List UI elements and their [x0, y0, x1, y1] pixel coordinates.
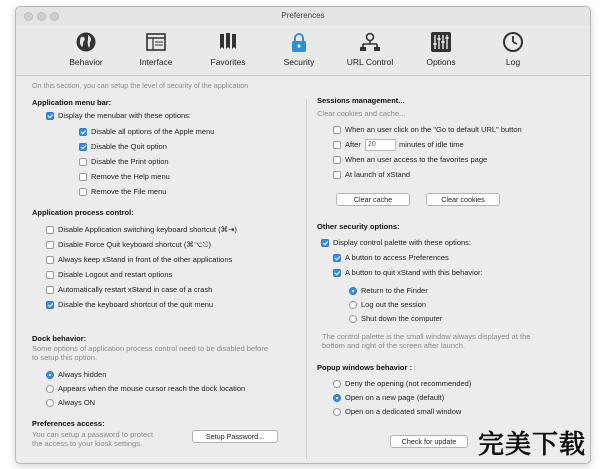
tab-url-control[interactable]	[339, 31, 401, 67]
title-bar	[16, 7, 590, 25]
clear-on-favorites-label: When an user access to the favorites page	[345, 155, 488, 164]
tab-label: Options	[426, 57, 456, 67]
section-title-preferences-access: Preferences access:	[32, 419, 105, 428]
dock-appears-radio[interactable]	[46, 385, 54, 393]
check-for-update-button[interactable]: Check for update	[390, 435, 468, 448]
quit-shortcut-checkbox[interactable]	[46, 301, 54, 309]
open-small-window-label: Open on a dedicated small window	[345, 407, 462, 416]
idle-minutes-suffix: minutes of idle time	[399, 140, 464, 149]
quit-shortcut-label: Disable the keyboard shortcut of the quit menu	[58, 300, 214, 309]
shut-down-radio[interactable]	[349, 315, 357, 323]
bookmarks-icon	[217, 31, 239, 53]
tab-interface[interactable]	[125, 31, 187, 67]
display-menubar-label: Display the menubar with these options:	[58, 111, 191, 120]
quit-option-label: Disable the Quit option	[91, 142, 167, 151]
display-menubar-checkbox[interactable]	[46, 112, 54, 120]
tab-favorites[interactable]	[197, 31, 259, 67]
access-prefs-button-checkbox[interactable]	[333, 254, 341, 262]
force-quit-checkbox[interactable]	[46, 241, 54, 249]
return-finder-label: Return to the Finder	[361, 286, 428, 295]
display-palette-checkbox[interactable]	[321, 239, 329, 247]
tab-label: Security	[283, 57, 315, 67]
window-title: Preferences	[281, 11, 325, 20]
open-small-window-radio[interactable]	[333, 408, 341, 416]
pref-access-note-line1: You can setup a password to protect	[32, 430, 154, 439]
clear-on-default-url-label: When an user click on the "Go to default URL" button	[345, 125, 522, 134]
tab-behavior[interactable]	[55, 31, 117, 67]
preferences-window	[15, 6, 591, 464]
lock-icon	[288, 31, 310, 53]
tab-options[interactable]	[410, 31, 472, 67]
print-option-label: Disable the Print option	[91, 157, 169, 166]
tab-label: Behavior	[69, 57, 103, 67]
section-title-other-security: Other security options:	[317, 222, 400, 231]
palette-note-line1: The control palette is the small window always displayed at the	[322, 332, 531, 341]
return-finder-radio[interactable]	[349, 287, 357, 295]
deny-opening-radio[interactable]	[333, 380, 341, 388]
keep-front-checkbox[interactable]	[46, 256, 54, 264]
help-menu-label: Remove the Help menu	[91, 172, 170, 181]
pref-access-note-line2: the access to your kiosk settings.	[32, 439, 143, 448]
tab-label: Favorites	[210, 57, 246, 67]
quit-button-label: A button to quit xStand with this behavior:	[345, 268, 483, 277]
log-out-radio[interactable]	[349, 301, 357, 309]
auto-restart-checkbox[interactable]	[46, 286, 54, 294]
dock-always-on-radio[interactable]	[46, 399, 54, 407]
print-option-checkbox[interactable]	[79, 158, 87, 166]
app-switch-checkbox[interactable]	[46, 226, 54, 234]
display-palette-label: Display control palette with these options:	[333, 238, 471, 247]
clear-after-idle-label: After	[345, 140, 361, 149]
dock-note-line2: to setup this option.	[32, 353, 98, 362]
column-divider	[306, 99, 307, 459]
clear-at-launch-label: At launch of xStand	[345, 170, 411, 179]
globe-icon	[75, 31, 97, 53]
force-quit-label: Disable Force Quit keyboard shortcut (⌘⌥⎋)	[58, 240, 211, 249]
logout-restart-label: Disable Logout and restart options	[58, 270, 173, 279]
clear-on-favorites-checkbox[interactable]	[333, 156, 341, 164]
network-icon	[359, 31, 381, 53]
tab-security[interactable]	[268, 31, 330, 67]
interface-icon	[145, 31, 167, 53]
app-switch-label: Disable Application switching keyboard shortcut (⌘⇥)	[58, 225, 237, 234]
idle-minutes-field[interactable]: 20	[365, 139, 396, 151]
section-title-process-control: Application process control:	[32, 208, 134, 217]
tab-label: Log	[505, 57, 521, 67]
clear-at-launch-checkbox[interactable]	[333, 171, 341, 179]
log-out-label: Log out the session	[361, 300, 427, 309]
section-title-popup: Popup windows behavior :	[317, 363, 413, 372]
section-title-app-menu: Application menu bar:	[32, 98, 112, 107]
clear-cache-button[interactable]: Clear cache	[336, 193, 410, 206]
open-new-page-label: Open on a new page (default)	[345, 393, 445, 402]
watermark-text: 完美下载	[477, 430, 586, 460]
setup-password-button[interactable]: Setup Password...	[192, 430, 278, 443]
preferences-toolbar	[16, 25, 590, 76]
logout-restart-checkbox[interactable]	[46, 271, 54, 279]
apple-menu-label: Disable all options of the Apple menu	[91, 127, 215, 136]
clock-icon	[502, 31, 524, 53]
file-menu-checkbox[interactable]	[79, 188, 87, 196]
access-prefs-button-label: A button to access Preferences	[345, 253, 449, 262]
open-new-page-radio[interactable]	[333, 394, 341, 402]
clear-on-default-url-checkbox[interactable]	[333, 126, 341, 134]
clear-after-idle-checkbox[interactable]	[333, 141, 341, 149]
file-menu-label: Remove the File menu	[91, 187, 167, 196]
clear-cookies-button[interactable]: Clear cookies	[426, 193, 500, 206]
shut-down-label: Shut down the computer	[361, 314, 443, 323]
quit-option-checkbox[interactable]	[79, 143, 87, 151]
help-menu-checkbox[interactable]	[79, 173, 87, 181]
intro-text: On this section, you can setup the level of security of the application	[32, 81, 249, 90]
sessions-subtitle: Clear cookies and cache...	[317, 109, 406, 118]
sliders-icon	[430, 31, 452, 53]
dock-always-hidden-radio[interactable]	[46, 371, 54, 379]
keep-front-label: Always keep xStand in front of the other applications	[58, 255, 233, 264]
dock-appears-label: Appears when the mouse cursor reach the dock location	[58, 384, 246, 393]
tab-label: Interface	[139, 57, 173, 67]
dock-note-line1: Some options of application process control need to be disabled before	[32, 344, 268, 353]
dock-always-on-label: Always ON	[58, 398, 96, 407]
palette-note-line2: bottom and right of the screen after launch.	[322, 341, 466, 350]
quit-button-checkbox[interactable]	[333, 269, 341, 277]
tab-log[interactable]	[482, 31, 544, 67]
section-title-sessions: Sessions management...	[317, 96, 405, 105]
apple-menu-checkbox[interactable]	[79, 128, 87, 136]
auto-restart-label: Automatically restart xStand in case of a crash	[58, 285, 213, 294]
tab-label: URL Control	[346, 57, 394, 67]
deny-opening-label: Deny the opening (not recommended)	[345, 379, 472, 388]
section-title-dock: Dock behavior:	[32, 334, 87, 343]
dock-always-hidden-label: Always hidden	[58, 370, 107, 379]
